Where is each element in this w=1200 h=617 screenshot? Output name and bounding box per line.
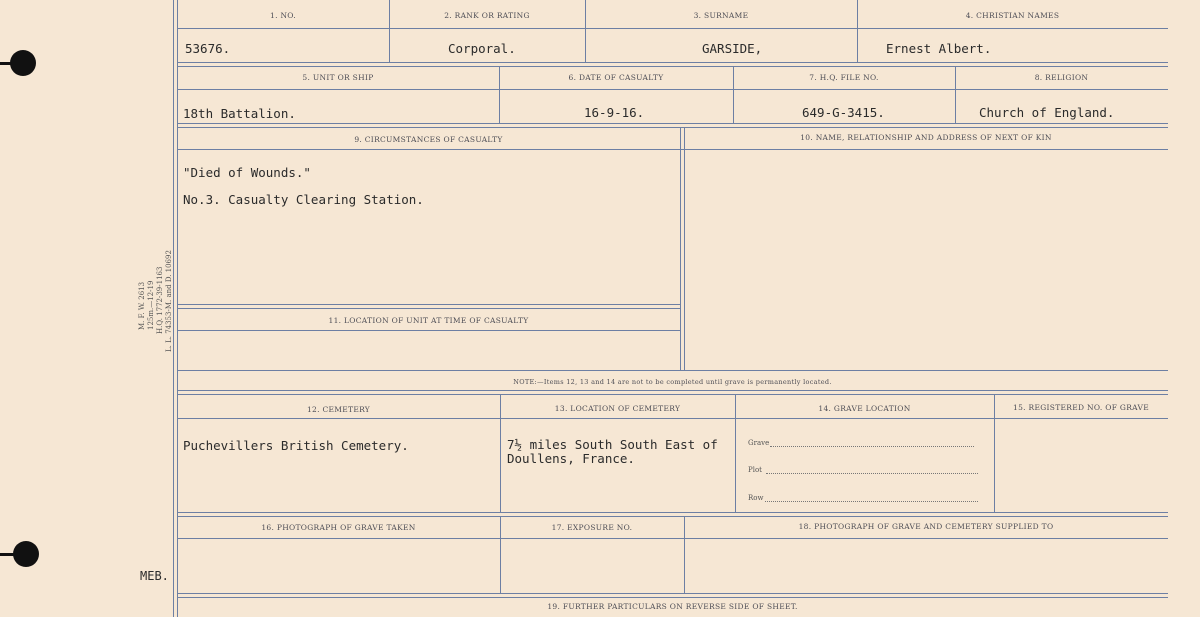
header-grave-location: 14. GRAVE LOCATION [818,404,911,413]
rule [177,28,1168,29]
clerk-initials: MEB. [140,569,169,583]
value-file-no: 649-G-3415. [802,105,885,120]
grave-field-line [770,446,974,447]
row-field-line [765,501,978,502]
header-next-of-kin: 10. NAME, RELATIONSHIP AND ADDRESS OF NEXT OF KIN [800,133,1052,142]
rule [177,89,1168,90]
grave-field-label: Grave [748,439,770,447]
header-no: 1. NO. [270,11,296,20]
value-rank: Corporal. [448,41,516,56]
footer-further-particulars: 19. FURTHER PARTICULARS ON REVERSE SIDE OF SHEET. [547,602,798,611]
rule [177,538,1168,539]
header-cemetery: 12. CEMETERY [306,405,371,414]
plot-field-line [766,473,978,474]
value-service-no: 53676. [185,41,231,56]
header-rank: 2. RANK OR RATING [444,11,530,20]
row-field-label: Row [748,494,764,502]
rule [177,308,680,309]
form-number-line2: 125m.—12-19 [147,280,155,330]
frame-left-1 [173,0,174,617]
header-unit: 5. UNIT OR SHIP [302,73,374,82]
rule [177,149,1168,150]
rule [177,593,1168,594]
header-file-no: 7. H.Q. FILE NO. [809,73,879,82]
header-location-cemetery: 13. LOCATION OF CEMETERY [554,404,681,413]
rule [177,597,1168,598]
rule [857,0,858,62]
form-number-line1: M. F. W. 2613 [138,281,146,330]
header-christian-names: 4. CHRISTIAN NAMES [965,11,1060,20]
value-location-cemetery-line2: Doullens, France. [507,451,635,466]
rule [177,390,1168,391]
rule [684,127,685,370]
rule [177,394,1168,395]
rule [177,66,1168,67]
note-text: NOTE:—Items 12, 13 and 14 are not to be completed until grave is permanently located. [513,378,832,386]
value-christian-names: Ernest Albert. [886,41,992,56]
header-registered-no: 15. REGISTERED NO. OF GRAVE [1013,403,1149,412]
rule [389,0,390,62]
value-location-cemetery-line1: 7½ miles South South East of [507,437,718,452]
header-photo-taken: 16. PHOTOGRAPH OF GRAVE TAKEN [261,523,416,532]
header-exposure-no: 17. EXPOSURE NO. [551,523,633,532]
header-date: 6. DATE OF CASUALTY [568,73,664,82]
rule [177,304,680,305]
punch-hole-bottom-tab [0,553,28,556]
header-circumstances: 9. CIRCUMSTANCES OF CASUALTY [354,135,503,144]
value-unit: 18th Battalion. [183,106,296,121]
punch-hole-top-tab [0,62,28,65]
form-number-line3: H.Q. 1772-39-1163 [156,266,164,334]
rule [177,330,680,331]
value-surname: GARSIDE, [702,41,763,56]
rule [177,127,1168,128]
value-date: 16-9-16. [584,105,645,120]
rule [177,123,1168,124]
rule [680,127,681,370]
plot-field-label: Plot [748,466,762,474]
value-cemetery: Puchevillers British Cemetery. [183,438,409,453]
rule [177,370,1168,371]
rule [177,516,1168,517]
header-location-unit: 11. LOCATION OF UNIT AT TIME OF CASUALTY [328,316,529,325]
header-surname: 3. SURNAME [693,11,749,20]
rule [177,418,1168,419]
header-religion: 8. RELIGION [1034,73,1089,82]
rule [585,0,586,62]
value-circumstances-line2: No.3. Casualty Clearing Station. [183,192,424,207]
value-religion: Church of England. [979,105,1115,120]
value-circumstances-line1: "Died of Wounds." [183,165,311,180]
rule [177,512,1168,513]
header-photo-supplied: 18. PHOTOGRAPH OF GRAVE AND CEMETERY SUPPLIED TO [798,522,1054,531]
rule [177,62,1168,63]
form-number-line4: L. L. 74353-M. and D. 10692 [165,250,173,352]
